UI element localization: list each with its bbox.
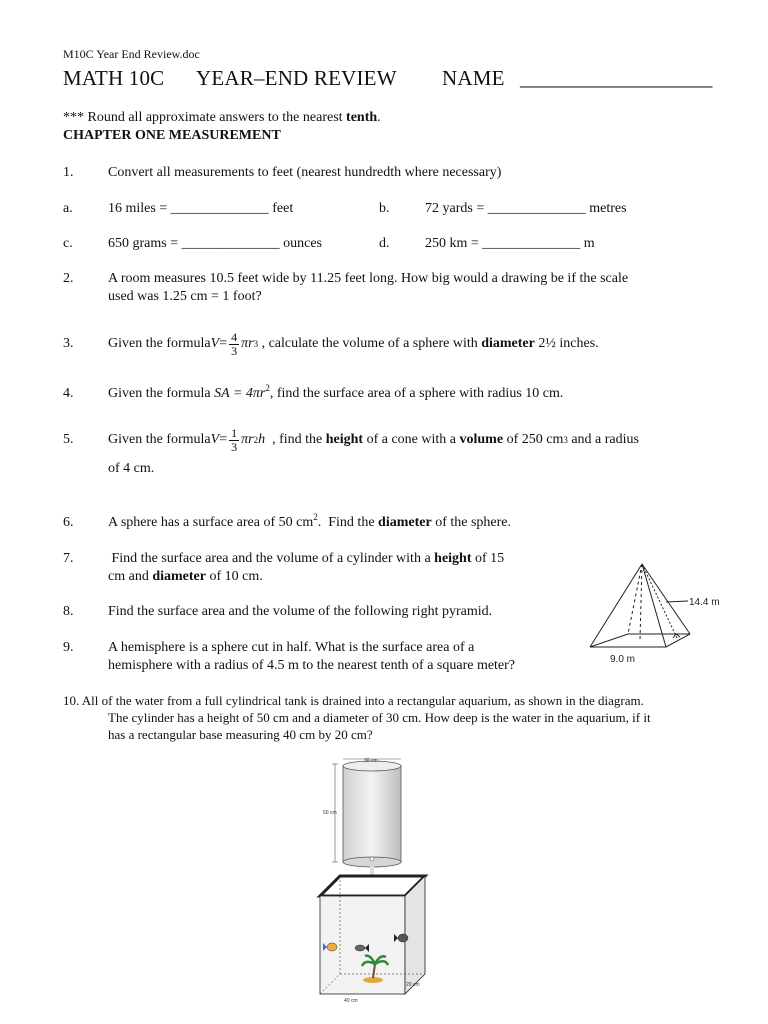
aquarium-length-label: 40 cm [344,998,358,1004]
question-9-line-2: hemisphere with a radius of 4.5 m to the nearest tenth of a square meter? [108,658,516,673]
question-2-line-1: A room measures 10.5 feet wide by 11.25 feet long. How big would a drawing be if the scale [108,271,629,286]
cylinder-height-label: 50 cm [323,810,337,816]
chapter-heading: CHAPTER ONE MEASUREMENT [63,128,281,143]
part-label-b: b. [379,201,390,216]
question-number: 9. [63,640,74,655]
question-5-line-2: of 4 cm. [108,461,155,476]
question-5-text: Given the formula V = $\frac{1}{3}$ πr 2 h , find the height of a cone with a volume of 250 cm 3 and a radius [108,425,639,454]
question-number: 6. [63,515,74,530]
question-4-text: Given the formula SA = $4\pi r^2$, find the surface area of a sphere with radius 10 cm. [108,383,564,401]
question-10-line-1: 10. All of the water from a full cylindrical tank is drained into a rectangular aquarium, as shown in the diagram. [63,693,644,708]
formula-volume-variable: V [210,336,220,351]
question-10-line-3: has a rectangular base measuring 40 cm by 20 cm? [108,727,373,742]
formula-fraction: $\frac{4}{3}$ [231,329,238,358]
question-8-text: Find the surface area and the volume of the following right pyramid. [108,604,493,619]
question-number: 7. [63,551,74,566]
part-label-c: c. [63,236,73,251]
pyramid-slant-label: 14.4 m [689,597,720,608]
document-filename: M10C Year End Review.doc [63,47,200,61]
name-label: NAME [442,66,505,90]
question-number: 3. [63,336,74,351]
pyramid-base-label: 9.0 m [610,654,636,665]
question-10-line-2: The cylinder has a height of 50 cm and a diameter of 30 cm. How deep is the water in the aquarium, if it [108,710,651,725]
part-label-a: a. [63,201,73,216]
question-7-line-1: Find the surface area and the volume of a cylinder with a height of 15 [108,551,505,566]
question-6-text: A sphere has a surface area of 50 $cm^2$. Find the diameter of the sphere. [108,512,511,530]
question-number: 8. [63,604,74,619]
question-number: 2. [63,271,74,286]
question-2-line-2: used was 1.25 cm = 1 foot? [108,289,262,304]
tank-aquarium-figure [310,756,440,1006]
aquarium-width-label: 20 cm [406,982,420,988]
question-9-line-1: A hemisphere is a sphere cut in half. What is the surface area of a [108,640,475,655]
question-number: 5. [63,432,74,447]
part-label-d: d. [379,236,390,251]
question-1-text: Convert all measurements to feet (nearest hundredth where necessary) [108,165,502,180]
question-number: 1. [63,165,74,180]
rounding-note: *** Round all approximate answers to the nearest tenth. [63,110,381,125]
name-blank: __________________ [520,66,713,90]
formula-fraction: $\frac{1}{3}$ [231,425,238,454]
cylinder-tank [343,761,401,867]
review-title: YEAR–END REVIEW [196,66,397,90]
question-7-line-2: cm and diameter of 10 cm. [108,569,263,584]
question-1b: 72 yards = ______________ metres [425,201,627,216]
formula-surface-area: SA [214,386,230,401]
cylinder-diameter-label: 30 cm [364,758,378,764]
question-1d: 250 km = ______________ m [425,236,595,251]
pyramid-figure [580,560,730,668]
question-1c: 650 grams = ______________ ounces [108,236,322,251]
question-3-text: Given the formula V = $\frac{4}{3}$ πr 3 , calculate the volume of a sphere with diameter 2½ inches. [108,329,599,358]
course-title: MATH 10C [63,66,165,90]
question-1a: 16 miles = ______________ feet [108,201,294,216]
question-number: 4. [63,386,74,401]
